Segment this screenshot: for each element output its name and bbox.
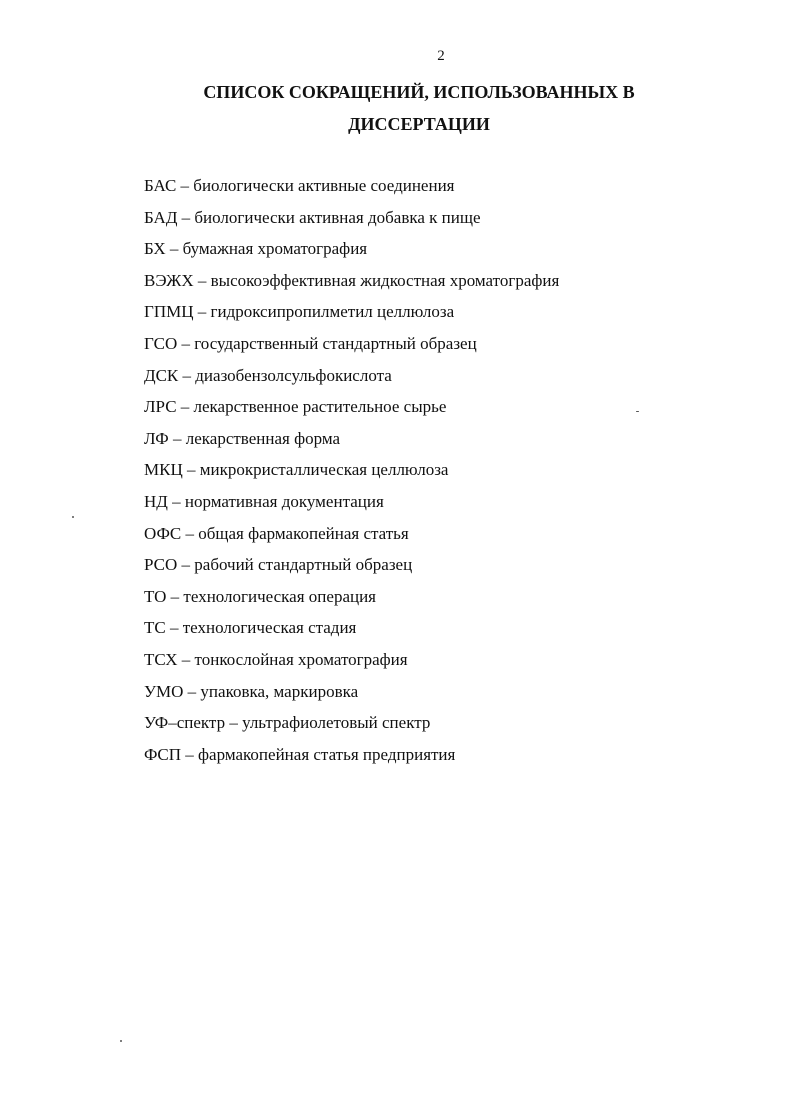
list-item: ТС – технологическая стадия bbox=[144, 618, 357, 638]
list-item: НД – нормативная документация bbox=[144, 491, 384, 511]
list-item: ЛФ – лекарственная форма bbox=[144, 428, 341, 448]
list-item: ЛРС – лекарственное растительное сырье bbox=[144, 397, 447, 417]
list-item: УМО – упаковка, маркировка bbox=[144, 681, 359, 701]
list-item: ВЭЖХ – высокоэффективная жидкостная хроматография bbox=[144, 270, 560, 290]
scan-speck bbox=[72, 516, 74, 518]
list-item: БАС – биологически активные соединения bbox=[144, 176, 455, 195]
abbreviation-list bbox=[144, 170, 559, 770]
list-item: ТСХ – тонкослойная хроматография bbox=[144, 649, 408, 669]
list-item: ФСП – фармакопейная статья предприятия bbox=[144, 744, 456, 764]
list-item: БАД – биологически активная добавка к пище bbox=[144, 207, 481, 227]
page-title bbox=[0, 76, 794, 140]
list-item: УФ–спектр – ультрафиолетовый спектр bbox=[144, 713, 431, 733]
list-item: ТО – технологическая операция bbox=[144, 586, 376, 606]
list-item: МКЦ – микрокристаллическая целлюлоза bbox=[144, 460, 449, 480]
list-item: ГСО – государственный стандартный образец bbox=[144, 333, 477, 353]
title-line-2: ДИССЕРТАЦИИ bbox=[348, 114, 490, 134]
scan-speck bbox=[120, 1040, 122, 1042]
page-number: 2 bbox=[437, 48, 445, 64]
list-item: ГПМЦ – гидроксипропилметил целлюлоза bbox=[144, 302, 455, 322]
list-item: ДСК – диазобензолсульфокислота bbox=[144, 365, 392, 385]
scan-speck bbox=[636, 411, 639, 412]
list-item: БХ – бумажная хроматография bbox=[144, 239, 368, 259]
list-item: РСО – рабочий стандартный образец bbox=[144, 555, 413, 575]
list-item: ОФС – общая фармакопейная статья bbox=[144, 523, 409, 543]
title-line-1: СПИСОК СОКРАЩЕНИЙ, ИСПОЛЬЗОВАННЫХ В bbox=[203, 82, 635, 102]
